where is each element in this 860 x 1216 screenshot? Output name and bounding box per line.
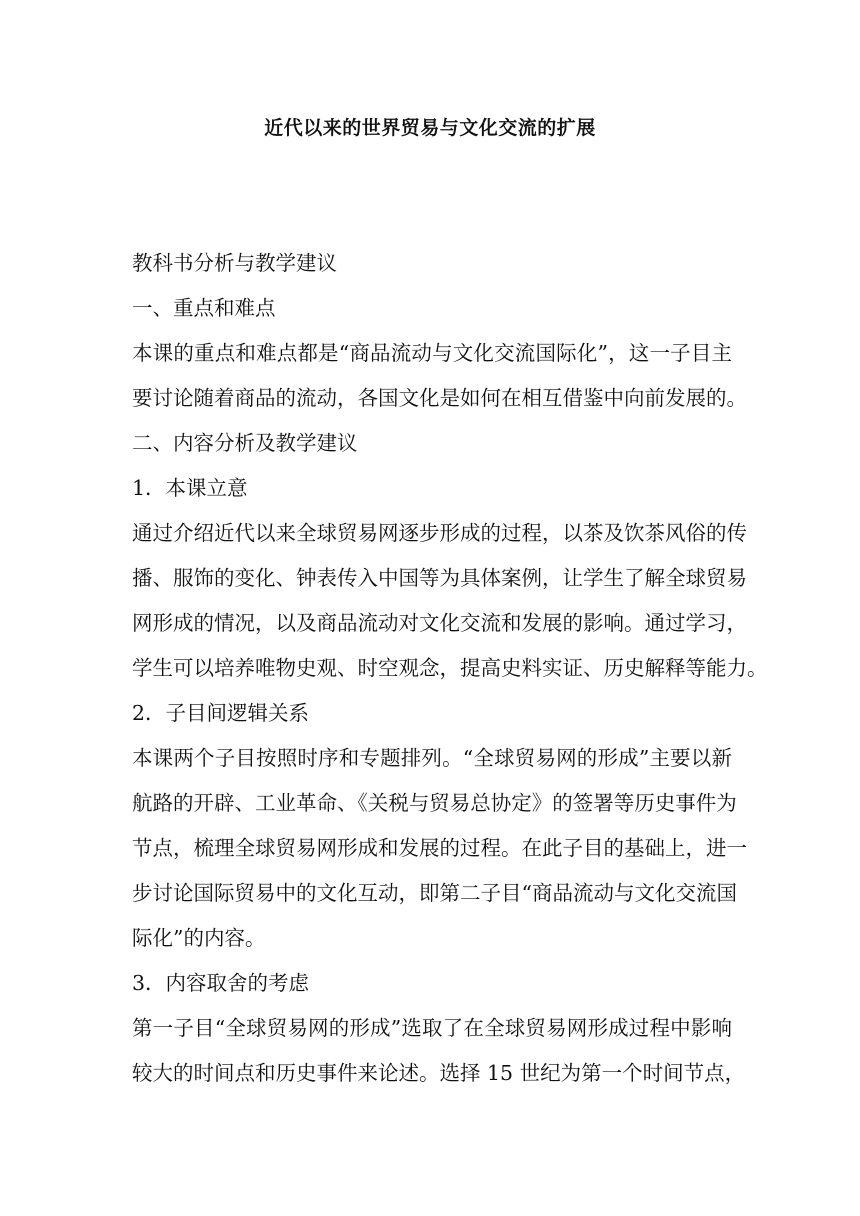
paragraph-line: 学生可以培养唯物史观、时空观念，提高史料实证、历史解释等能力。 [132, 656, 768, 680]
subsection-heading-content-selection: 3．内容取舍的考虑 [132, 971, 310, 995]
paragraph-line: 际化”的内容。 [132, 926, 266, 950]
section-heading-key-points: 一、重点和难点 [132, 296, 276, 320]
subsection-heading-purpose: 1．本课立意 [132, 476, 248, 500]
paragraph-line: 本课两个子目按照时序和专题排列。“全球贸易网的形成”主要以新 [132, 746, 732, 770]
paragraph-line: 航路的开辟、工业革命、《关税与贸易总协定》的签署等历史事件为 [132, 791, 737, 815]
paragraph-line: 第一子目“全球贸易网的形成”选取了在全球贸易网形成过程中影响 [132, 1016, 732, 1040]
paragraph-line: 网形成的情况，以及商品流动对文化交流和发展的影响。通过学习， [132, 611, 747, 635]
paragraph-line: 通过介绍近代以来全球贸易网逐步形成的过程，以茶及饮茶风俗的传 [132, 521, 747, 545]
document-body [132, 245, 768, 1100]
subsection-heading-logic: 2．子目间逻辑关系 [132, 701, 310, 725]
document-title: 近代以来的世界贸易与文化交流的扩展 [264, 117, 596, 139]
section-heading-analysis: 教科书分析与教学建议 [132, 251, 337, 275]
paragraph-line: 播、服饰的变化、钟表传入中国等为具体案例，让学生了解全球贸易 [132, 566, 747, 590]
paragraph-line: 本课的重点和难点都是“商品流动与文化交流国际化”，这一子目主 [132, 341, 732, 365]
paragraph-line: 步讨论国际贸易中的文化互动，即第二子目“商品流动与文化交流国 [132, 881, 737, 905]
paragraph-line: 要讨论随着商品的流动，各国文化是如何在相互借鉴中向前发展的。 [132, 386, 747, 410]
section-heading-content-analysis: 二、内容分析及教学建议 [132, 431, 358, 455]
paragraph-line: 节点，梳理全球贸易网形成和发展的过程。在此子目的基础上，进一 [132, 836, 747, 860]
paragraph-line: 较大的时间点和历史事件来论述。选择 15 世纪为第一个时间节点， [132, 1061, 746, 1085]
